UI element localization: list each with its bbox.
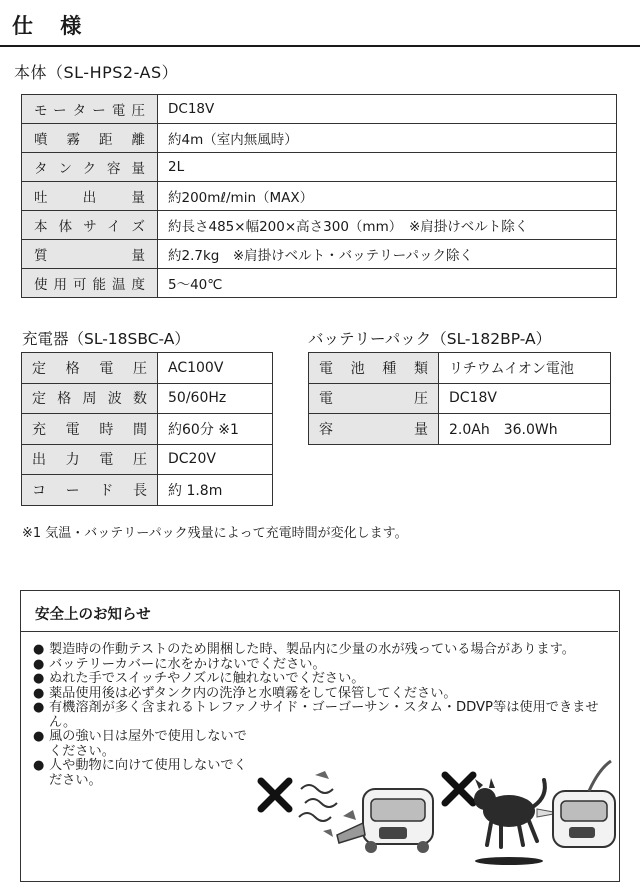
spec-key: モーター電圧 — [22, 95, 158, 124]
spec-value: 5〜40℃ — [158, 269, 617, 298]
table-row — [309, 383, 611, 414]
main-spec-table — [21, 94, 617, 298]
spec-value: AC100V — [158, 353, 273, 384]
spec-key: 噴霧距離 — [22, 124, 158, 153]
table-row — [22, 124, 617, 153]
notice-divider — [21, 631, 618, 632]
spec-key: 電池種類 — [309, 353, 439, 384]
spec-value: DC18V — [158, 95, 617, 124]
table-row — [22, 444, 273, 475]
spec-value: 2.0Ah 36.0Wh — [439, 414, 611, 445]
footnote: ※1 気温・バッテリーパック残量によって充電時間が変化します。 — [22, 526, 408, 541]
list-item: ● 有機溶剤が多く含まれるトレファノサイド・ゴーゴーサン・スタム・DDVP等は使用できません。 — [33, 701, 613, 730]
spec-key: 吐出量 — [22, 182, 158, 211]
list-item: ● 人や動物に向けて使用しないでください。 — [33, 759, 248, 788]
table-row — [309, 353, 611, 384]
spec-value: 約60分 ※1 — [158, 414, 273, 445]
safety-notice-box — [20, 590, 620, 882]
spec-key: 定格電圧 — [22, 353, 158, 384]
spec-key: 電圧 — [309, 383, 439, 414]
main-model-heading: 本体（SL-HPS2-AS） — [14, 63, 179, 82]
spec-key: 充電時間 — [22, 414, 158, 445]
prohibited-wind-illustration — [253, 761, 443, 876]
spec-key: 質量 — [22, 240, 158, 269]
spec-value: DC18V — [439, 383, 611, 414]
spec-key: 容量 — [309, 414, 439, 445]
list-item: ● 薬品使用後は必ずタンク内の洗浄と水噴霧をして保管してください。 — [33, 687, 613, 702]
spec-key: 使用可能温度 — [22, 269, 158, 298]
prohibited-animal-illustration — [439, 751, 619, 876]
table-row — [22, 475, 273, 506]
title-divider — [0, 45, 640, 47]
list-item: ● 製造時の作動テストのため開梱した時、製品内に少量の水が残っている場合があります。 — [33, 643, 613, 658]
table-row — [22, 240, 617, 269]
battery-spec-table — [308, 352, 611, 445]
page-title: 仕 様 — [12, 14, 92, 38]
spec-value: DC20V — [158, 444, 273, 475]
spec-value: 50/60Hz — [158, 383, 273, 414]
table-row — [22, 414, 273, 445]
table-row — [309, 414, 611, 445]
list-item: ● 風の強い日は屋外で使用しないでください。 — [33, 730, 248, 759]
spec-key: コード長 — [22, 475, 158, 506]
spec-value: 約 1.8m — [158, 475, 273, 506]
spec-value: リチウムイオン電池 — [439, 353, 611, 384]
spec-value: 約長さ485×幅200×高さ300（mm） ※肩掛けベルト除く — [158, 211, 617, 240]
spec-value: 約4m（室内無風時） — [158, 124, 617, 153]
table-row — [22, 353, 273, 384]
spec-key: 本体サイズ — [22, 211, 158, 240]
table-row — [22, 153, 617, 182]
spec-key: 定格周波数 — [22, 383, 158, 414]
table-row — [22, 383, 273, 414]
table-row — [22, 211, 617, 240]
notice-title: 安全上のお知らせ — [35, 607, 151, 623]
battery-heading: バッテリーパック（SL-182BP-A） — [308, 330, 552, 348]
list-item: ● ぬれた手でスイッチやノズルに触れないでください。 — [33, 672, 613, 687]
spec-key: タンク容量 — [22, 153, 158, 182]
list-item: ● バッテリーカバーに水をかけないでください。 — [33, 658, 613, 673]
table-row — [22, 182, 617, 211]
spec-key: 出力電圧 — [22, 444, 158, 475]
table-row — [22, 95, 617, 124]
charger-heading: 充電器（SL-18SBC-A） — [22, 330, 190, 348]
charger-spec-table — [21, 352, 273, 506]
spec-value: 2L — [158, 153, 617, 182]
spec-value: 約200mℓ/min（MAX） — [158, 182, 617, 211]
spec-value: 約2.7kg ※肩掛けベルト・バッテリーパック除く — [158, 240, 617, 269]
table-row — [22, 269, 617, 298]
